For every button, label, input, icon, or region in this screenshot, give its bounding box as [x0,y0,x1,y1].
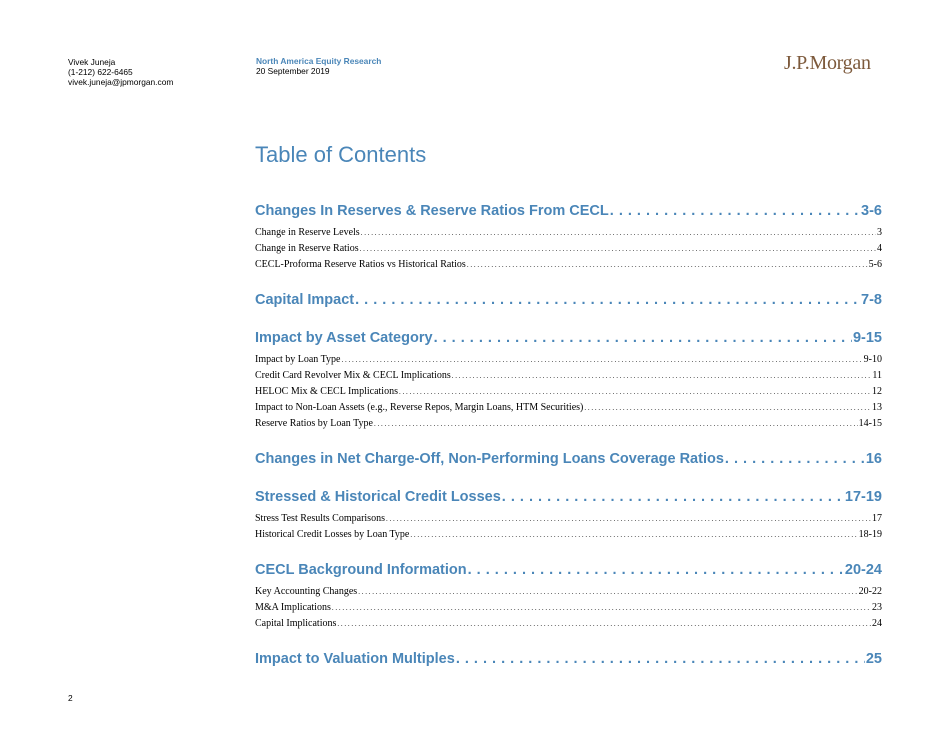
toc-section [255,448,882,470]
dot-leader [467,257,868,273]
toc-entry[interactable] [255,416,882,432]
dot-leader [332,600,871,616]
dot-leader [610,200,860,222]
entry-label: M&A Implications [255,602,331,613]
toc-entry[interactable] [255,352,882,368]
entry-pages: 12 [872,386,882,397]
section-pages: 9-15 [852,330,882,346]
entry-pages: 14-15 [858,418,882,429]
section-pages: 7-8 [861,292,882,308]
toc-section-heading[interactable] [255,448,882,470]
author-email: vivek.juneja@jpmorgan.com [68,77,174,87]
entry-pages: 4 [877,243,882,254]
entry-pages: 18-19 [858,529,882,540]
section-pages: 20-24 [844,562,882,578]
toc-section [255,486,882,543]
toc-entry[interactable] [255,368,882,384]
toc-section-heading[interactable] [255,327,882,349]
toc-entry[interactable] [255,400,882,416]
entry-pages: 9-10 [863,354,882,365]
research-header [256,56,381,76]
toc-section [255,559,882,632]
section-pages: 16 [865,451,882,467]
toc-entry[interactable] [255,257,882,273]
section-title: Impact to Valuation Multiples [255,651,455,667]
toc-section-heading[interactable] [255,559,882,581]
table-of-contents [255,200,882,686]
toc-section-heading[interactable] [255,648,882,670]
entry-pages: 13 [872,402,882,413]
dot-leader [410,527,857,543]
entry-label: Change in Reserve Ratios [255,243,359,254]
dot-leader [725,448,865,470]
dot-leader [399,384,871,400]
dot-leader [355,289,860,311]
dot-leader [452,368,872,384]
entry-pages: 5-6 [868,259,882,270]
entry-pages: 11 [872,370,882,381]
toc-section [255,289,882,311]
research-department: North America Equity Research [256,56,382,66]
entry-label: Reserve Ratios by Loan Type [255,418,373,429]
dot-leader [360,241,876,257]
entry-label: Impact by Loan Type [255,354,341,365]
jpmorgan-logo: J.P.Morgan [784,52,871,74]
dot-leader [584,400,871,416]
section-title: Stressed & Historical Credit Losses [255,489,501,505]
author-block [68,57,173,87]
section-title: Impact by Asset Category [255,330,433,346]
section-title: Changes In Reserves & Reserve Ratios From CECL [255,203,609,219]
toc-section [255,200,882,273]
dot-leader [468,559,844,581]
page-number: 2 [68,693,73,703]
author-name: Vivek Juneja [68,57,116,67]
section-title: Capital Impact [255,292,355,308]
dot-leader [502,486,844,508]
entry-label: Capital Implications [255,618,337,629]
page-title: Table of Contents [255,142,427,167]
entry-pages: 20-22 [858,586,882,597]
dot-leader [434,327,852,349]
section-title: CECL Background Information [255,562,467,578]
toc-section-heading[interactable] [255,200,882,222]
entry-label: Credit Card Revolver Mix & CECL Implications [255,370,451,381]
entry-label: HELOC Mix & CECL Implications [255,386,398,397]
toc-section [255,648,882,670]
section-pages: 3-6 [861,203,882,219]
toc-section-heading[interactable] [255,289,882,311]
entry-pages: 23 [872,602,882,613]
toc-section [255,327,882,432]
dot-leader [337,616,871,632]
dot-leader [358,584,857,600]
entry-label: Impact to Non-Loan Assets (e.g., Reverse Repos, Margin Loans, HTM Securities) [255,402,584,413]
dot-leader [374,416,858,432]
toc-entry[interactable] [255,225,882,241]
toc-entry[interactable] [255,527,882,543]
entry-label: Historical Credit Losses by Loan Type [255,529,410,540]
entry-pages: 3 [877,227,882,238]
section-pages: 25 [865,651,882,667]
toc-entry[interactable] [255,584,882,600]
section-pages: 17-19 [844,489,882,505]
entry-label: Key Accounting Changes [255,586,358,597]
section-title: Changes in Net Charge-Off, Non-Performing Loans Coverage Ratios [255,451,724,467]
toc-entry[interactable] [255,384,882,400]
toc-entry[interactable] [255,511,882,527]
entry-label: Change in Reserve Levels [255,227,360,238]
toc-entry[interactable] [255,600,882,616]
toc-section-heading[interactable] [255,486,882,508]
toc-entry[interactable] [255,616,882,632]
dot-leader [341,352,862,368]
dot-leader [456,648,865,670]
dot-leader [361,225,876,241]
entry-label: Stress Test Results Comparisons [255,513,385,524]
entry-pages: 17 [872,513,882,524]
author-phone: (1-212) 622-6465 [68,67,133,77]
entry-label: CECL-Proforma Reserve Ratios vs Historical Ratios [255,259,466,270]
toc-entry[interactable] [255,241,882,257]
entry-pages: 24 [872,618,882,629]
report-date: 20 September 2019 [256,66,330,76]
dot-leader [386,511,871,527]
